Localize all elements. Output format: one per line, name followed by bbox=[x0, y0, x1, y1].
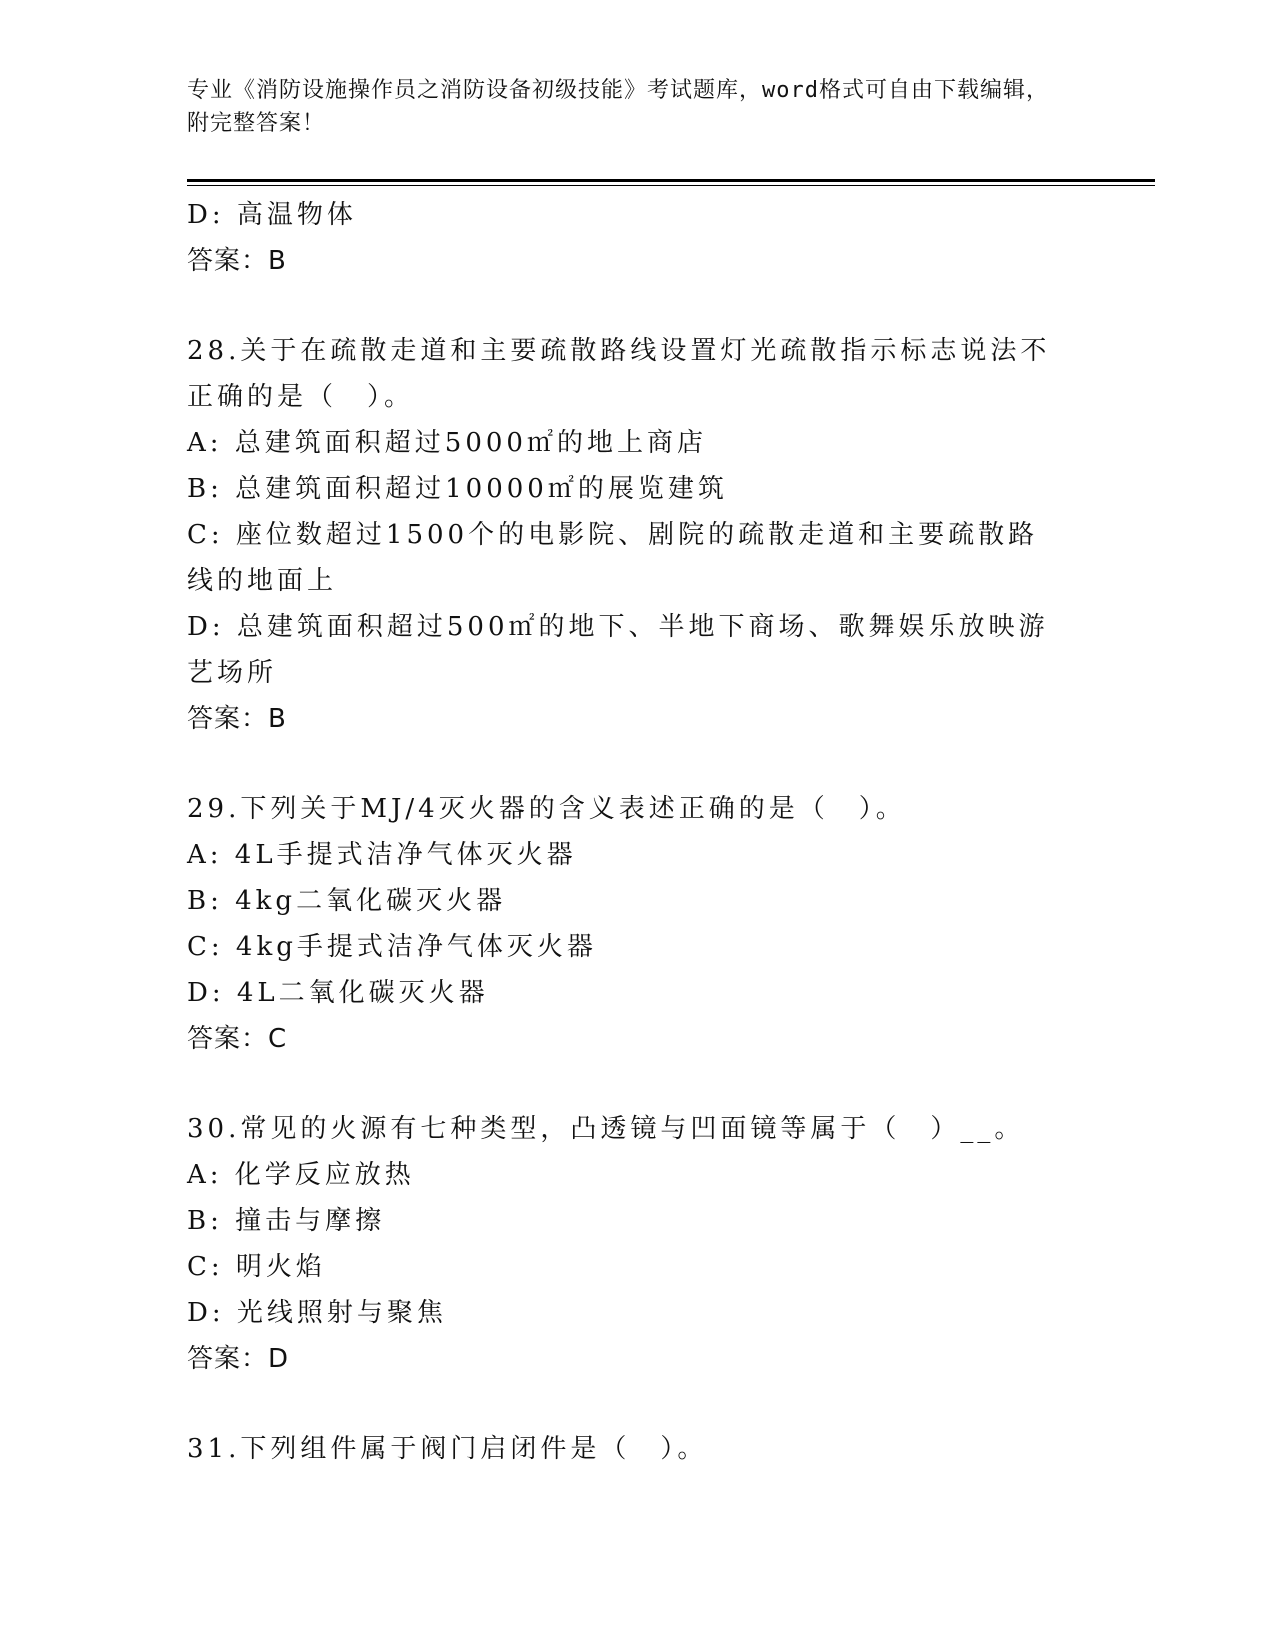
option-c: C: 4kg手提式洁净气体灭火器 bbox=[187, 932, 597, 962]
option-b: B: 撞击与摩擦 bbox=[187, 1206, 386, 1236]
question-stem: 28.关于在疏散走道和主要疏散路线设置灯光疏散指示标志说法不正确的是（ ）。 bbox=[187, 336, 1051, 412]
header-divider-thick bbox=[187, 179, 1155, 182]
option-d: D: 总建筑面积超过500㎡的地下、半地下商场、歌舞娱乐放映游艺场所 bbox=[187, 612, 1049, 688]
option-a: A: 化学反应放热 bbox=[187, 1160, 415, 1190]
option-d: D: 光线照射与聚焦 bbox=[187, 1298, 447, 1328]
option-c: C: 座位数超过1500个的电影院、剧院的疏散走道和主要疏散路线的地面上 bbox=[187, 520, 1039, 596]
question-28 bbox=[187, 328, 1087, 742]
option-b: B: 4kg二氧化碳灭火器 bbox=[187, 886, 507, 916]
page-header: 专业《消防设施操作员之消防设备初级技能》考试题库，word格式可自由下载编辑，附完整答案！ bbox=[187, 78, 1049, 136]
question-stem: 31.下列组件属于阀门启闭件是（ ）。 bbox=[187, 1434, 708, 1464]
question-31 bbox=[187, 1426, 1087, 1472]
answer-line: 答案：C bbox=[187, 1024, 288, 1054]
previous-question-tail bbox=[187, 192, 1087, 284]
question-stem: 30.常见的火源有七种类型，凸透镜与凹面镜等属于（ ）__。 bbox=[187, 1114, 1025, 1144]
question-29 bbox=[187, 786, 1087, 1062]
option-b: B: 总建筑面积超过10000㎡的展览建筑 bbox=[187, 474, 728, 504]
answer-line: 答案：D bbox=[187, 1344, 290, 1374]
question-stem: 29.下列关于MJ/4灭火器的含义表述正确的是（ ）。 bbox=[187, 794, 906, 824]
header-divider-thin bbox=[187, 185, 1155, 186]
option-a: A: 4L手提式洁净气体灭火器 bbox=[187, 840, 577, 870]
question-list bbox=[187, 192, 1087, 1472]
option-d: D: 4L二氧化碳灭火器 bbox=[187, 978, 489, 1008]
option-a: A: 总建筑面积超过5000㎡的地上商店 bbox=[187, 428, 707, 458]
answer-line: 答案：B bbox=[187, 246, 287, 276]
option-c: C: 明火焰 bbox=[187, 1252, 326, 1282]
option-d: D: 高温物体 bbox=[187, 200, 357, 230]
question-30 bbox=[187, 1106, 1087, 1382]
answer-line: 答案：B bbox=[187, 704, 287, 734]
